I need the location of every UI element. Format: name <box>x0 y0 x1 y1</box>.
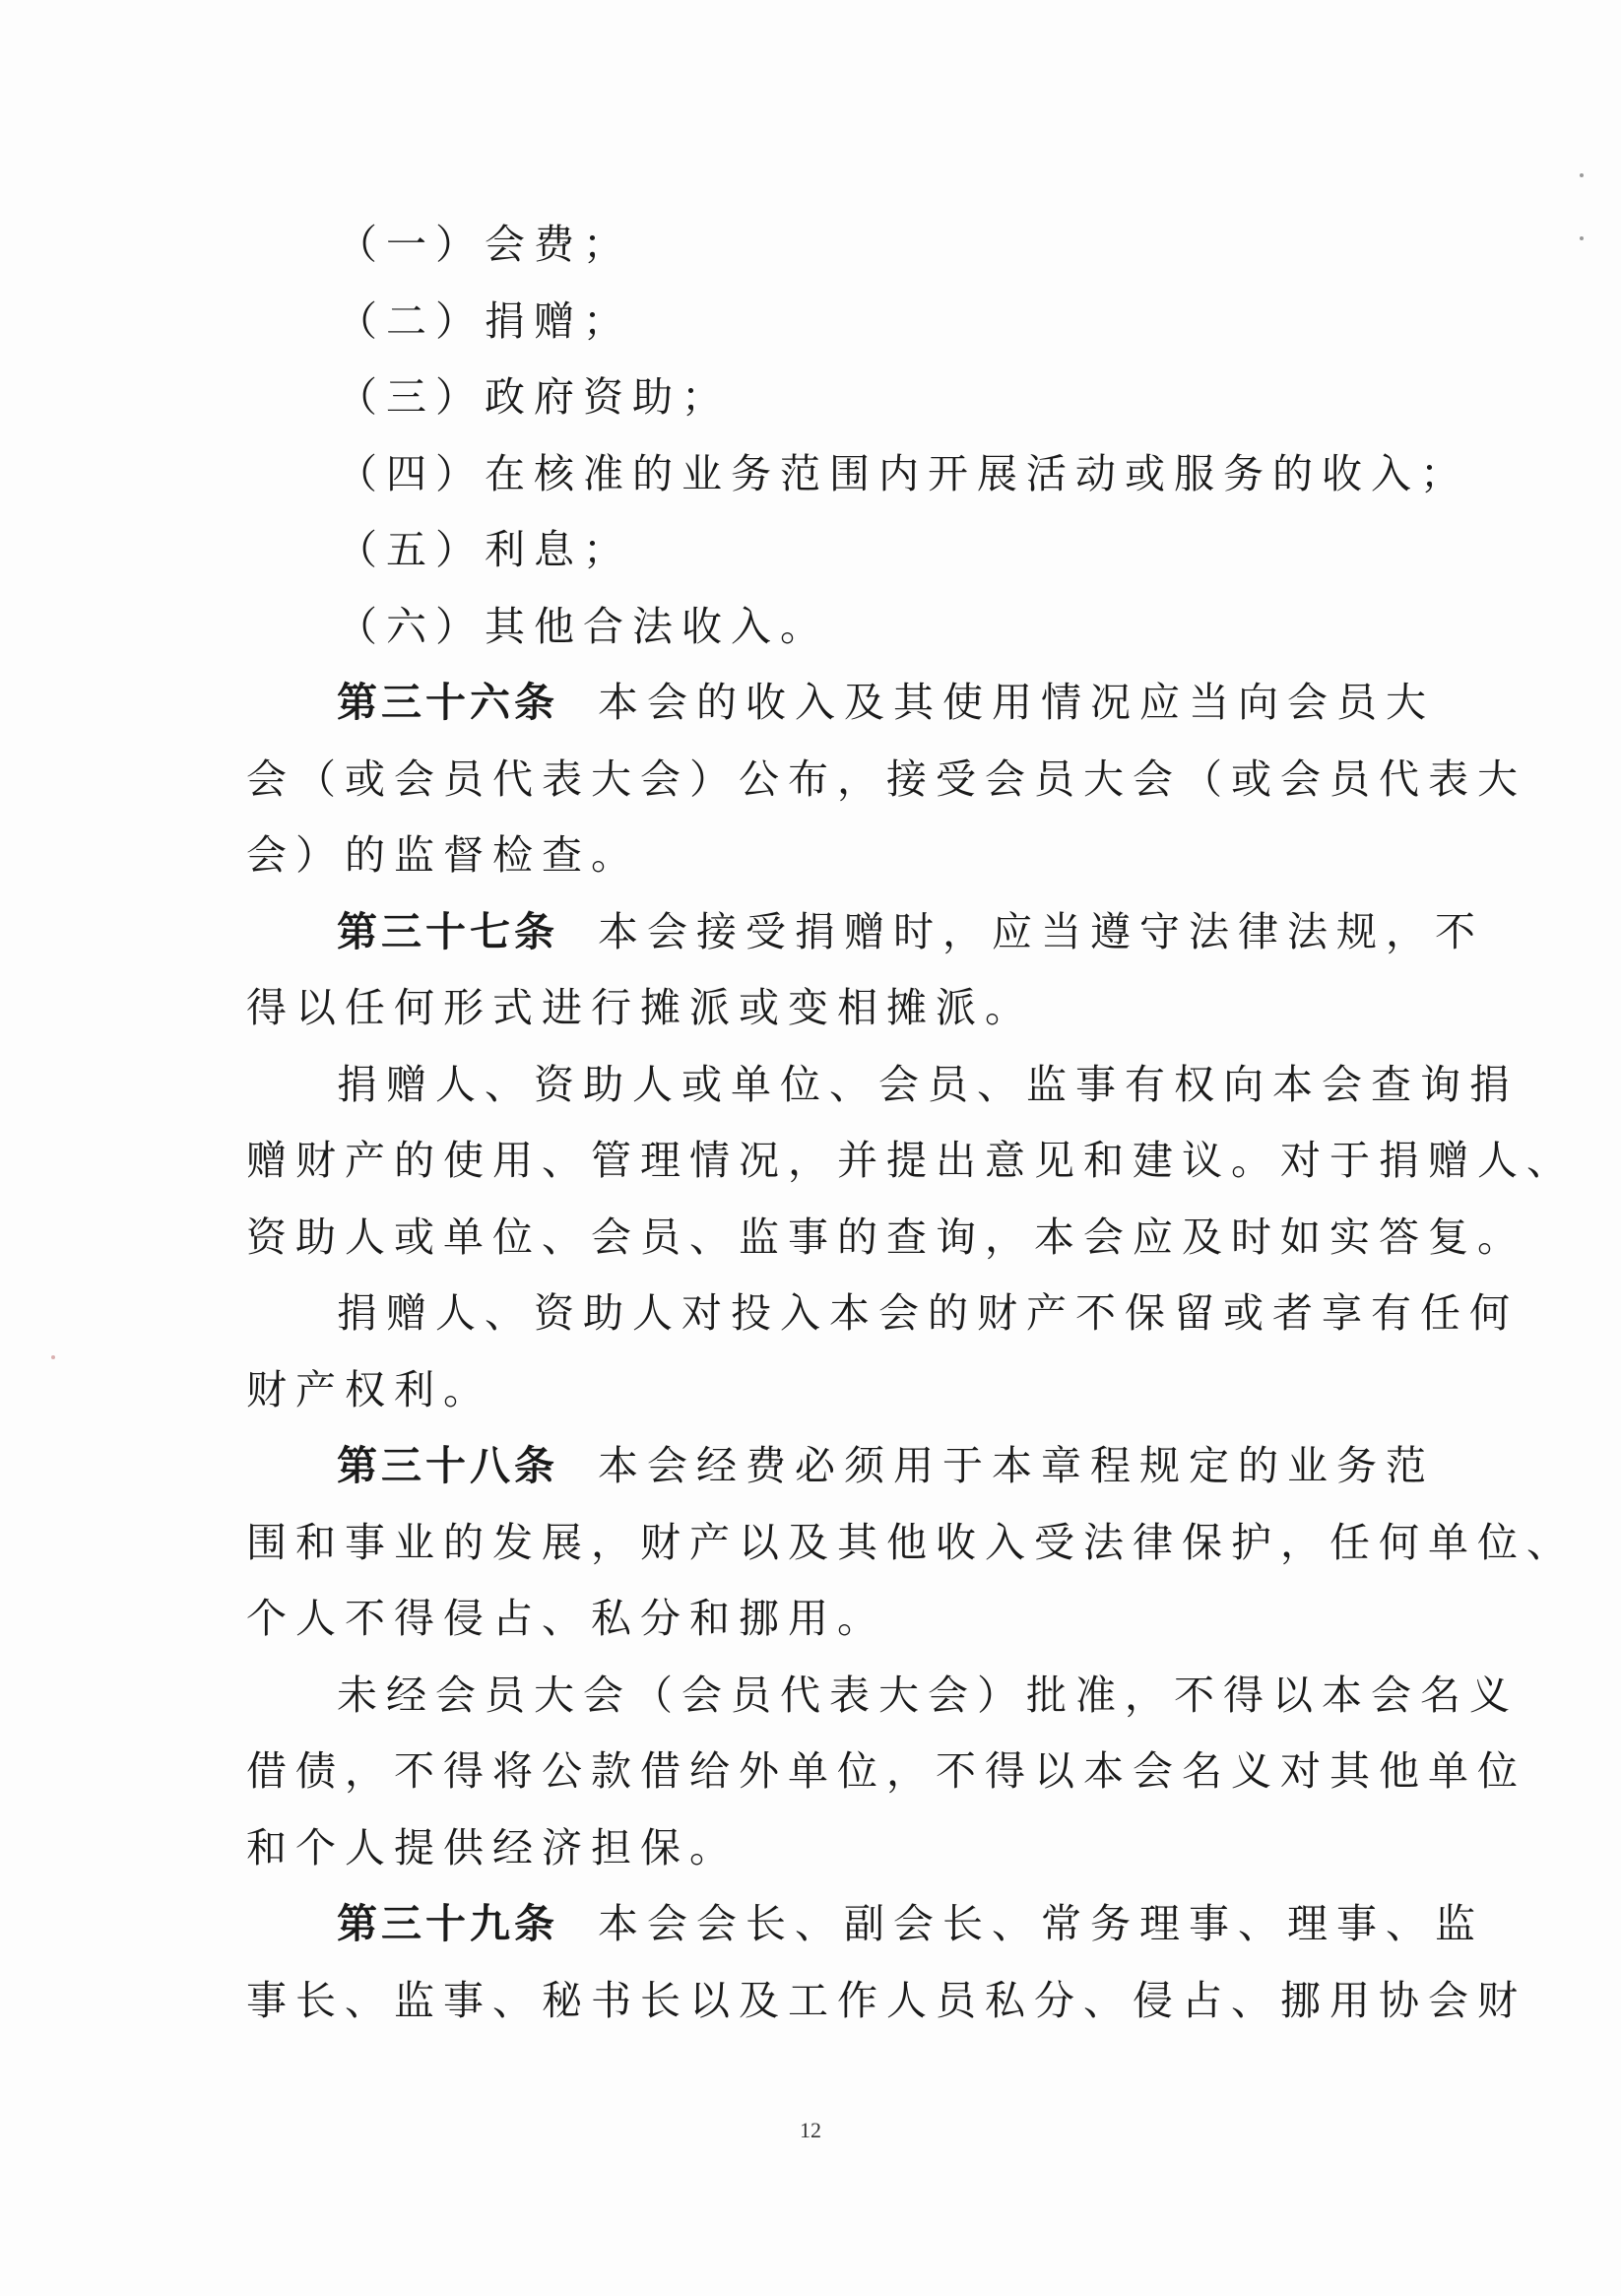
article-39-text-1: 本会会长、副会长、常务理事、理事、监 <box>598 1900 1484 1947</box>
article-37-para2-line-3: 资助人或单位、会员、监事的查询，本会应及时如实答复。 <box>246 1213 1526 1261</box>
article-37-para2-line-1: 捐赠人、资助人或单位、会员、监事有权向本会查询捐 <box>337 1060 1519 1108</box>
income-item-3: （三）政府资助； <box>337 373 731 421</box>
page-number: 12 <box>800 2118 821 2142</box>
article-39-number: 第三十九条 <box>337 1900 558 1947</box>
article-37-line-1 <box>246 894 1484 971</box>
article-37-para3-line-1: 捐赠人、资助人对投入本会的财产不保留或者享有任何 <box>337 1289 1519 1337</box>
article-38-para2-line-2: 借债，不得将公款借给外单位，不得以本会名义对其他单位 <box>246 1747 1526 1795</box>
article-38-text-1: 本会经费必须用于本章程规定的业务范 <box>598 1442 1435 1489</box>
article-39-line-2: 事长、监事、秘书长以及工作人员私分、侵占、挪用协会财 <box>246 1976 1526 2024</box>
article-36-number: 第三十六条 <box>337 679 558 726</box>
scan-speck-3 <box>51 1355 55 1359</box>
article-36-text-1: 本会的收入及其使用情况应当向会员大 <box>598 679 1435 726</box>
article-38-line-2: 围和事业的发展，财产以及其他收入受法律保护，任何单位、 <box>246 1518 1576 1566</box>
article-36-line-3: 会）的监督检查。 <box>246 831 640 879</box>
body-text <box>246 207 1576 2039</box>
article-38-para2-line-3: 和个人提供经济担保。 <box>246 1823 739 1871</box>
income-item-5: （五）利息； <box>337 526 632 573</box>
scan-speck-1 <box>1580 173 1584 177</box>
article-36-line-2: 会（或会员代表大会）公布，接受会员大会（或会员代表大 <box>246 754 1526 803</box>
article-36-line-1 <box>246 665 1435 742</box>
income-item-2: （二）捐赠； <box>337 296 632 345</box>
article-38-para2-line-1: 未经会员大会（会员代表大会）批准，不得以本会名义 <box>337 1671 1519 1719</box>
article-39-line-1 <box>246 1886 1484 1963</box>
income-item-6: （六）其他合法收入。 <box>337 602 829 650</box>
article-38-line-3: 个人不得侵占、私分和挪用。 <box>246 1595 886 1642</box>
article-37-para2-line-2: 赠财产的使用、管理情况，并提出意见和建议。对于捐赠人、 <box>246 1137 1576 1184</box>
article-37-line-2: 得以任何形式进行摊派或变相摊派。 <box>246 984 1034 1031</box>
article-38-line-1 <box>246 1428 1435 1505</box>
article-37-number: 第三十七条 <box>337 907 558 955</box>
article-37-text-1: 本会接受捐赠时，应当遵守法律法规，不 <box>598 907 1484 955</box>
income-item-1: （一）会费； <box>337 221 632 268</box>
article-38-number: 第三十八条 <box>337 1442 558 1489</box>
scan-speck-2 <box>1580 236 1584 240</box>
income-item-4: （四）在核准的业务范围内开展活动或服务的收入； <box>337 449 1469 497</box>
article-37-para3-line-2: 财产权利。 <box>246 1365 492 1413</box>
